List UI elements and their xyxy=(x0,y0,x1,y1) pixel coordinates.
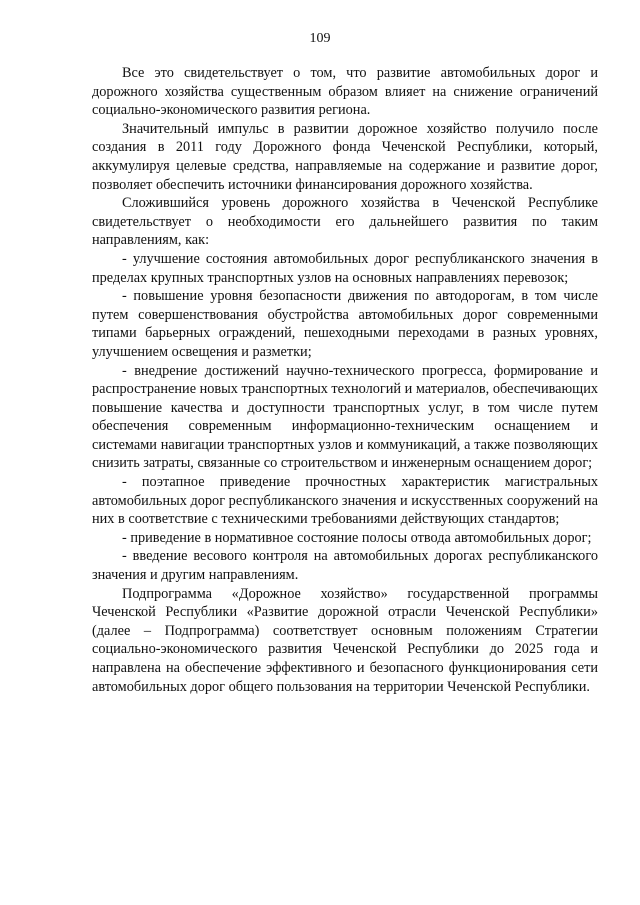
page-number: 109 xyxy=(309,31,331,46)
list-item-technical-progress: - внедрение достижений научно-технического прогресса, формирование и распространение новых транспортных технологий и материалов, обеспечивающих повышение качества и доступности транспортных услуг, в том числе путем обеспечения современным информационно-техническим оснащением и системами навигации транспортных узлов и коммуникаций, а также позволяющих снизить затраты, связанные со строительством и инженерным оснащением дорог; xyxy=(92,362,598,472)
list-item-traffic-safety: - повышение уровня безопасности движения по автодорогам, в том числе путем совершенствования обустройства автомобильных дорог современными типами барьерных ограждений, пешеходными переходами в разных уровнях, улучшением освещения и разметки; xyxy=(92,288,598,360)
document-body xyxy=(92,64,598,696)
paragraph-development-impact: Все это свидетельствует о том, что развитие автомобильных дорог и дорожного хозяйства существенным образом влияет на снижение ограничений социально-экономического развития региона. xyxy=(92,65,598,119)
list-item-right-of-way: - приведение в нормативное состояние полосы отвода автомобильных дорог; xyxy=(122,529,592,546)
list-item-strength-characteristics: - поэтапное приведение прочностных характеристик магистральных автомобильных дорог республиканского значения и искусственных сооружений на них в соответствие с техническими требованиями действующих стандартов; xyxy=(92,474,598,528)
paragraph-subprogram: Подпрограмма «Дорожное хозяйство» государственной программы Чеченской Республики «Развитие дорожной отрасли Чеченской Республики» (далее – Подпрограмма) соответствует основным положениям Стратегии социально-экономического развития Чеченской Республики до 2025 года и направлена на обеспечение эффективного и безопасного функционирования сети автомобильных дорог общего пользования на территории Чеченской Республики. xyxy=(92,585,598,695)
list-item-road-condition: - улучшение состояния автомобильных дорог республиканского значения в пределах крупных транспортных узлов на основных направлениях перевозок; xyxy=(92,250,598,286)
list-item-weight-control: - введение весового контроля на автомобильных дорогах республиканского значения и другим направлениям. xyxy=(92,548,598,584)
paragraph-road-fund: Значительный импульс в развитии дорожное хозяйство получило после создания в 2011 году Дорожного фонда Чеченской Республики, который, аккумулируя целевые средства, направляемые на содержание и развитие дорог, позволяет обеспечить источники финансирования дорожного хозяйства. xyxy=(92,120,598,193)
paragraph-development-directions: Сложившийся уровень дорожного хозяйства в Чеченской Республике свидетельствует о необходимости его дальнейшего развития по таким направлениям, как: xyxy=(92,195,598,249)
